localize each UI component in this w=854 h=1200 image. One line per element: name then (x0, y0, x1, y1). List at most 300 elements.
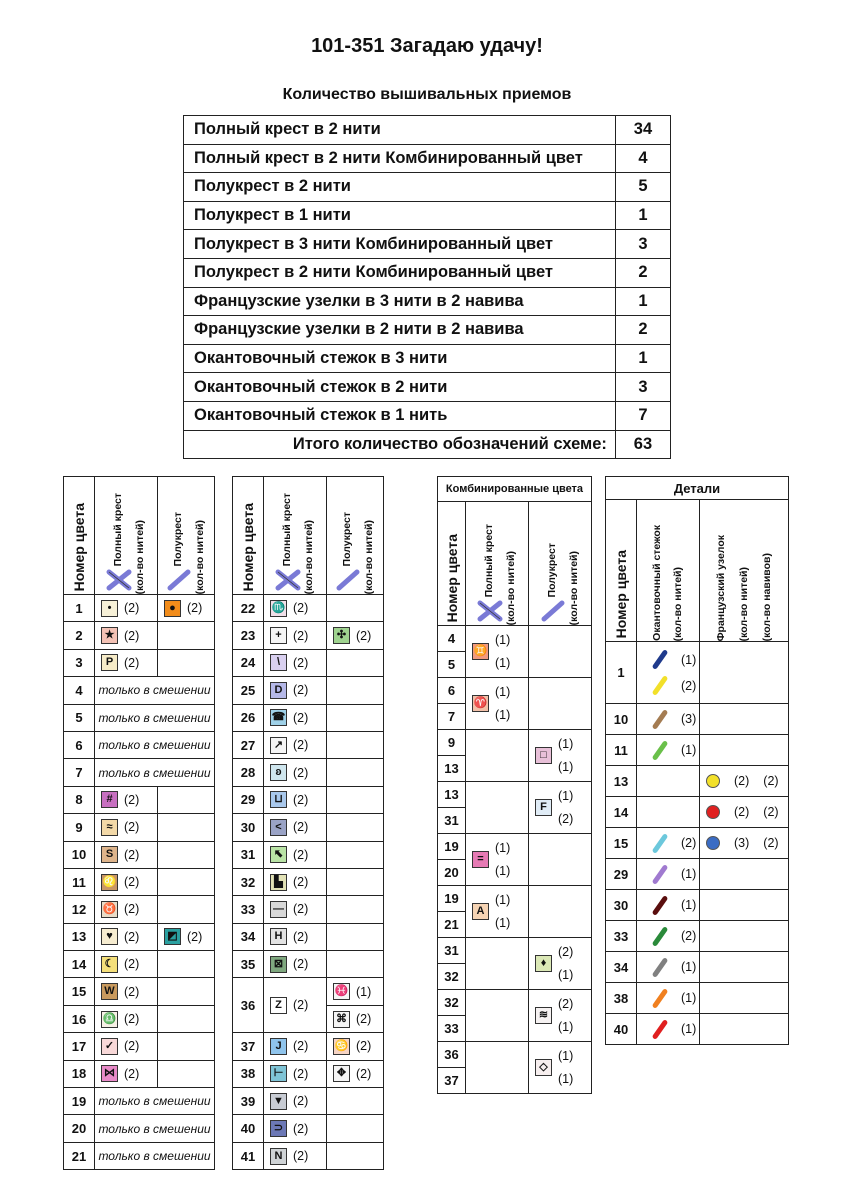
thread-count: (2) (124, 847, 140, 862)
table-row (64, 1088, 215, 1115)
chart-symbol-icon: ♏ (270, 600, 287, 617)
table-row (64, 677, 215, 704)
chart-symbol-icon: ▼ (270, 1093, 287, 1110)
header-row (233, 477, 384, 595)
chart-symbol-icon: ʚ (270, 764, 287, 781)
thread-count: (2) (681, 678, 697, 693)
chart-symbol-icon: ⋈ (101, 1065, 118, 1082)
color-number-label: Номер цвета (71, 502, 87, 591)
chart-symbol-icon: ≈ (101, 819, 118, 836)
backstitch-line-icon (652, 957, 669, 978)
table-row (64, 704, 215, 731)
table-row (233, 595, 384, 622)
french-knot-cell (700, 983, 789, 1014)
thread-count: (2) (558, 812, 574, 826)
thread-count: (1) (558, 1049, 574, 1063)
full-cross-cell (95, 649, 158, 676)
color-number: 33 (438, 1016, 466, 1042)
color-number: 3 (64, 649, 95, 676)
summary-label: Окантовочный стежок в 3 нити (184, 344, 616, 373)
details-title: Детали (606, 477, 789, 500)
color-number: 13 (438, 756, 466, 782)
thread-count: (2) (558, 997, 574, 1011)
table-row (233, 868, 384, 895)
color-number: 5 (438, 652, 466, 678)
chart-symbol-icon: ✥ (333, 1065, 350, 1082)
color-number: 1 (64, 595, 95, 622)
half-cross-cell (327, 622, 384, 649)
half-cross-cell (327, 759, 384, 786)
half-cross-cell (327, 1060, 384, 1087)
color-number: 4 (64, 677, 95, 704)
half-cross-cell (327, 1115, 384, 1142)
summary-value: 1 (615, 201, 670, 230)
table-row (64, 1142, 215, 1169)
color-key-table-1 (63, 476, 215, 1170)
half-cross-cell (158, 649, 215, 676)
full-cross-header (264, 477, 327, 595)
table-row (64, 951, 215, 978)
summary-row (184, 373, 671, 402)
table-row (606, 735, 789, 766)
color-number: 32 (438, 990, 466, 1016)
thread-count: (1) (495, 893, 511, 907)
color-number: 38 (233, 1060, 264, 1087)
color-number: 40 (606, 1014, 637, 1045)
backstitch-cell (637, 983, 700, 1014)
half-cross-label: Полукрест (172, 511, 184, 566)
full-cross-cell (264, 622, 327, 649)
french-knot-cell (700, 797, 789, 828)
color-number-header (64, 477, 95, 595)
thread-count: (2) (187, 929, 203, 944)
full-cross-cell (466, 834, 529, 886)
backstitch-cell (637, 735, 700, 766)
color-number: 15 (64, 978, 95, 1005)
thread-count: (2) (293, 998, 309, 1013)
full-cross-cell (264, 649, 327, 676)
color-number: 40 (233, 1115, 264, 1142)
full-cross-cell (264, 731, 327, 758)
half-cross-cell (158, 841, 215, 868)
half-cross-cell (158, 595, 215, 622)
full-cross-cell (264, 814, 327, 841)
thread-count: (2) (293, 1039, 309, 1054)
summary-label: Полный крест в 2 нити Комбинированный цвет (184, 144, 616, 173)
table-row (438, 678, 592, 704)
thread-count: (1) (681, 867, 697, 881)
color-number: 13 (438, 782, 466, 808)
summary-value: 5 (615, 173, 670, 202)
french-knot-icon (706, 774, 720, 788)
summary-total-value: 63 (615, 430, 670, 459)
chart-symbol-icon: J (270, 1038, 287, 1055)
thread-count: (2) (293, 820, 309, 835)
french-knot-cell (700, 921, 789, 952)
backstitch-line-icon (652, 833, 669, 854)
chart-symbol-icon: ♓ (333, 983, 350, 1000)
full-cross-cell (466, 626, 529, 678)
half-cross-cell (327, 704, 384, 731)
full-cross-cell (264, 978, 327, 1033)
table-row (233, 896, 384, 923)
full-cross-cell (95, 1033, 158, 1060)
full-cross-cell (264, 704, 327, 731)
thread-count: (1) (558, 737, 574, 751)
color-number: 12 (64, 896, 95, 923)
table-row (233, 814, 384, 841)
backstitch-line-icon (652, 675, 669, 696)
table-row (233, 622, 384, 649)
full-cross-cell (264, 1115, 327, 1142)
thread-count: (2) (293, 1121, 309, 1136)
thread-count: (2) (734, 774, 750, 788)
color-number: 33 (233, 896, 264, 923)
table-row (606, 642, 789, 704)
thread-count: (2) (293, 1066, 309, 1081)
chart-symbol-icon: Z (270, 997, 287, 1014)
french-knot-cell (700, 890, 789, 921)
color-number: 14 (64, 951, 95, 978)
color-number: 18 (64, 1060, 95, 1087)
color-number: 16 (64, 1005, 95, 1032)
summary-label: Полукрест в 2 нити Комбинированный цвет (184, 258, 616, 287)
thread-count: (2) (124, 792, 140, 807)
full-cross-label: Полный крест (112, 492, 124, 566)
full-cross-icon (275, 569, 301, 594)
color-number: 37 (233, 1033, 264, 1060)
color-number: 11 (64, 868, 95, 895)
summary-value: 2 (615, 258, 670, 287)
thread-count: (1) (681, 960, 697, 974)
thread-count: (2) (124, 601, 140, 616)
full-cross-cell (264, 759, 327, 786)
color-number: 30 (606, 890, 637, 921)
table-row (233, 1033, 384, 1060)
half-cross-cell (529, 730, 592, 782)
thread-count: (2) (124, 929, 140, 944)
table-row (606, 983, 789, 1014)
chart-symbol-icon: ♈ (472, 695, 489, 712)
half-cross-cell (158, 786, 215, 813)
half-cross-cell (158, 1005, 215, 1032)
french-knot-cell (700, 1014, 789, 1045)
color-number: 19 (438, 886, 466, 912)
backstitch-cell (637, 921, 700, 952)
thread-count: (1) (495, 916, 511, 930)
table-row (233, 923, 384, 950)
chart-symbol-icon: H (270, 928, 287, 945)
full-cross-label: Полный крест (281, 492, 293, 566)
summary-value: 34 (615, 116, 670, 145)
color-number: 36 (233, 978, 264, 1033)
color-number: 10 (64, 841, 95, 868)
table-row (233, 841, 384, 868)
summary-label: Полукрест в 3 нити Комбинированный цвет (184, 230, 616, 259)
chart-symbol-icon: ♥ (101, 928, 118, 945)
summary-row (184, 144, 671, 173)
half-cross-cell (158, 814, 215, 841)
color-number: 8 (64, 786, 95, 813)
wrap-count: (2) (763, 836, 779, 850)
color-number: 13 (64, 923, 95, 950)
table-row (233, 1142, 384, 1169)
full-cross-cell (95, 896, 158, 923)
thread-count: (2) (293, 1094, 309, 1109)
half-cross-cell (327, 896, 384, 923)
table-row (438, 886, 592, 912)
full-cross-header (95, 477, 158, 595)
backstitch-line-icon (652, 988, 669, 1009)
thread-count: (2) (293, 1149, 309, 1163)
table-row (233, 1115, 384, 1142)
thread-count: (1) (681, 652, 697, 667)
color-number: 32 (438, 964, 466, 990)
page-title: 101-351 Загадаю удачу! (311, 35, 543, 57)
backstitch-cell (637, 797, 700, 828)
summary-row (184, 201, 671, 230)
chart-symbol-icon: ⌘ (333, 1011, 350, 1028)
french-knot-cell (700, 642, 789, 704)
color-number: 13 (606, 766, 637, 797)
french-knot-cell (700, 828, 789, 859)
thread-count: (1) (558, 789, 574, 803)
summary-value: 4 (615, 144, 670, 173)
full-cross-cell (264, 951, 327, 978)
half-cross-cell (327, 868, 384, 895)
half-cross-cell (529, 938, 592, 990)
chart-symbol-icon: ♌ (101, 874, 118, 891)
thread-count: (2) (124, 1039, 140, 1054)
chart-symbol-icon: ♦ (535, 955, 552, 972)
table-row (233, 704, 384, 731)
thread-count: (2) (356, 1012, 372, 1027)
table-row (233, 759, 384, 786)
table-row (438, 730, 592, 756)
mix-only-note: только в смешении (95, 677, 215, 704)
french-knot-cell (700, 766, 789, 797)
half-cross-cell (327, 951, 384, 978)
summary-total-row (184, 430, 671, 459)
half-cross-cell (529, 990, 592, 1042)
thread-count: (2) (681, 929, 697, 943)
color-number: 27 (233, 731, 264, 758)
thread-count: (2) (558, 945, 574, 959)
thread-count: (1) (681, 991, 697, 1005)
color-number: 28 (233, 759, 264, 786)
half-cross-cell (327, 1088, 384, 1115)
color-number: 33 (606, 921, 637, 952)
color-number: 38 (606, 983, 637, 1014)
french-knot-icon (706, 836, 720, 850)
table-row (64, 786, 215, 813)
mix-only-note: только в смешении (95, 1142, 215, 1169)
color-number: 35 (233, 951, 264, 978)
summary-row (184, 401, 671, 430)
half-cross-icon (540, 600, 566, 625)
half-cross-cell (327, 814, 384, 841)
half-cross-cell (158, 896, 215, 923)
chart-symbol-icon: ⊠ (270, 956, 287, 973)
table-row (606, 890, 789, 921)
color-number-header (233, 477, 264, 595)
summary-label: Полукрест в 2 нити (184, 173, 616, 202)
full-cross-header: Полный крест (кол-во нитей) (466, 502, 529, 626)
thread-count: (2) (124, 957, 140, 972)
color-number: 1 (606, 642, 637, 704)
thread-count: (1) (495, 864, 511, 878)
wrap-count: (2) (763, 805, 779, 819)
chart-symbol-icon: ⊔ (270, 791, 287, 808)
chart-symbol-icon: ◩ (164, 928, 181, 945)
thread-count: (2) (293, 847, 309, 862)
chart-symbol-icon: D (270, 682, 287, 699)
table-row (233, 951, 384, 978)
full-cross-cell (264, 1142, 327, 1169)
color-number: 34 (606, 952, 637, 983)
color-number: 39 (233, 1088, 264, 1115)
half-cross-cell (158, 1060, 215, 1087)
thread-count: (2) (124, 902, 140, 917)
table-row (64, 896, 215, 923)
half-cross-cell (327, 978, 384, 1005)
full-cross-cell (95, 841, 158, 868)
summary-heading: Количество вышивальных приемов (282, 86, 572, 103)
color-number: 23 (233, 622, 264, 649)
thread-count: (2) (293, 902, 309, 917)
chart-symbol-icon: ⊃ (270, 1120, 287, 1137)
summary-row (184, 287, 671, 316)
thread-count: (1) (495, 685, 511, 699)
color-number: 21 (438, 912, 466, 938)
threads-label: (кол-во нитей) (362, 519, 375, 594)
full-cross-cell (95, 814, 158, 841)
table-row (606, 952, 789, 983)
full-cross-icon (477, 600, 503, 625)
thread-count: (2) (293, 875, 309, 890)
backstitch-line-icon (652, 649, 669, 670)
color-number: 5 (64, 704, 95, 731)
table-row (64, 649, 215, 676)
backstitch-line-icon (652, 895, 669, 916)
chart-symbol-icon: ✓ (101, 1038, 118, 1055)
summary-row (184, 344, 671, 373)
chart-symbol-icon: ♊ (472, 643, 489, 660)
full-cross-cell (95, 1005, 158, 1032)
table-row (64, 595, 215, 622)
thread-count: (2) (293, 655, 309, 670)
thread-count: (2) (293, 957, 309, 972)
full-cross-cell (264, 677, 327, 704)
thread-count: (2) (681, 836, 697, 850)
table-row (438, 834, 592, 860)
color-number: 6 (64, 731, 95, 758)
half-cross-cell (158, 951, 215, 978)
half-cross-icon (335, 569, 361, 594)
chart-symbol-icon: • (101, 600, 118, 617)
thread-count: (2) (293, 738, 309, 753)
chart-symbol-icon: ◇ (535, 1059, 552, 1076)
chart-symbol-icon: ☾ (101, 956, 118, 973)
color-number: 10 (606, 704, 637, 735)
thread-count: (2) (356, 1039, 372, 1054)
table-row (606, 704, 789, 735)
summary-label: Окантовочный стежок в 1 нить (184, 401, 616, 430)
summary-value: 2 (615, 316, 670, 345)
summary-value: 3 (615, 373, 670, 402)
half-cross-cell (327, 1005, 384, 1032)
summary-row (184, 230, 671, 259)
full-cross-cell (264, 1060, 327, 1087)
color-number: 32 (233, 868, 264, 895)
chart-symbol-icon: ☎ (270, 709, 287, 726)
color-number: 6 (438, 678, 466, 704)
chart-symbol-icon: — (270, 901, 287, 918)
threads-label: (кол-во нитей) (302, 519, 315, 594)
table-row (606, 921, 789, 952)
full-cross-cell (264, 896, 327, 923)
table-row (606, 797, 789, 828)
color-number: 36 (438, 1042, 466, 1068)
half-cross-cell (327, 649, 384, 676)
wrap-count: (2) (763, 774, 779, 788)
full-cross-cell (264, 1088, 327, 1115)
summary-row (184, 116, 671, 145)
color-number: 14 (606, 797, 637, 828)
chart-symbol-icon: ▙ (270, 874, 287, 891)
half-cross-cell (529, 1042, 592, 1094)
thread-count: (1) (558, 1020, 574, 1034)
half-cross-cell (327, 677, 384, 704)
thread-count: (2) (293, 929, 309, 944)
color-number-label: Номер цвета (240, 502, 256, 591)
half-cross-header (158, 477, 215, 595)
full-cross-cell (95, 951, 158, 978)
full-cross-icon (106, 569, 132, 594)
half-cross-cell (158, 923, 215, 950)
chart-symbol-icon: P (101, 654, 118, 671)
summary-value: 3 (615, 230, 670, 259)
thread-count: (1) (495, 841, 511, 855)
full-cross-cell (95, 786, 158, 813)
table-row (606, 859, 789, 890)
full-cross-cell (95, 1060, 158, 1087)
color-number: 17 (64, 1033, 95, 1060)
french-knot-cell (700, 859, 789, 890)
summary-label: Полукрест в 1 нити (184, 201, 616, 230)
summary-label: Полный крест в 2 нити (184, 116, 616, 145)
summary-row (184, 316, 671, 345)
color-number: 29 (233, 786, 264, 813)
color-number: 29 (606, 859, 637, 890)
color-number: 24 (233, 649, 264, 676)
chart-symbol-icon: ● (164, 600, 181, 617)
thread-count: (1) (681, 743, 697, 757)
french-knot-header: Французский узелок (кол-во нитей) (кол-во навивов) (700, 500, 789, 642)
backstitch-cell (637, 890, 700, 921)
combined-colors-table (437, 476, 592, 1094)
summary-value: 1 (615, 287, 670, 316)
chart-symbol-icon: + (270, 627, 287, 644)
full-cross-cell (264, 595, 327, 622)
color-number: 22 (233, 595, 264, 622)
half-cross-cell (327, 595, 384, 622)
backstitch-line-icon (652, 740, 669, 761)
half-cross-icon (166, 569, 192, 594)
color-number: 2 (64, 622, 95, 649)
thread-count: (2) (124, 655, 140, 670)
full-cross-cell (466, 678, 529, 730)
